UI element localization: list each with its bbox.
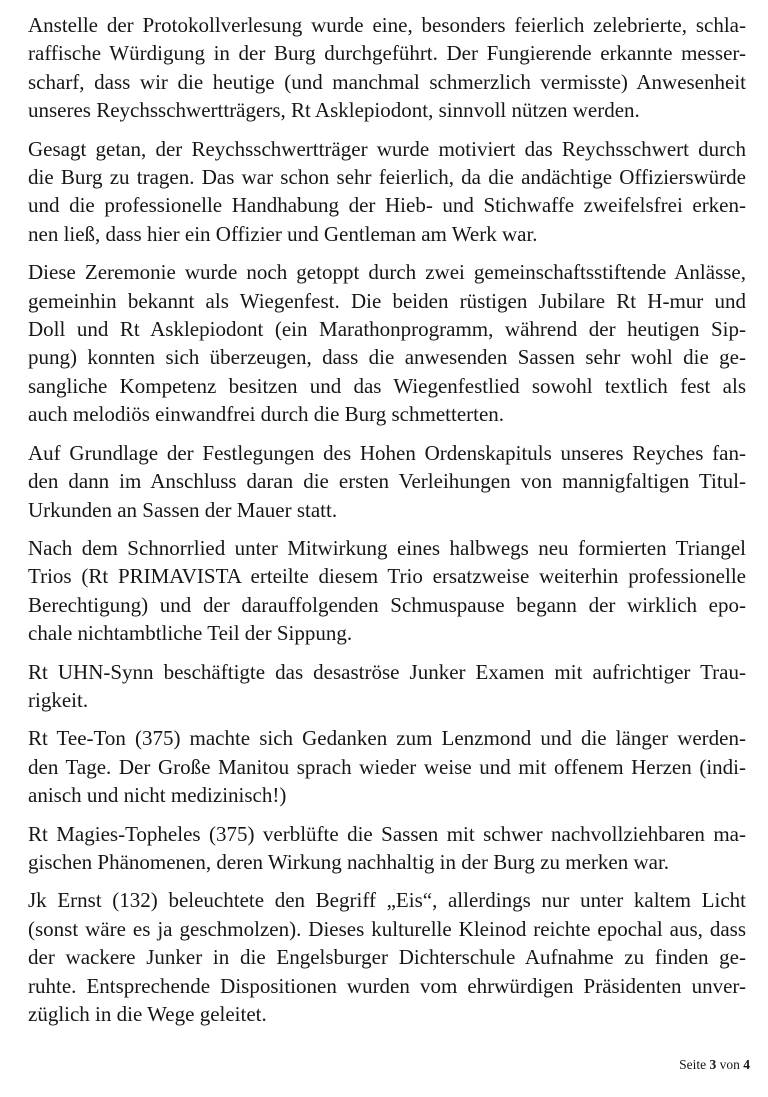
paragraph xyxy=(28,135,746,249)
text-line: Rt Tee-Ton (375) machte sich Gedanken zum Lenzmond und die länger werden- xyxy=(28,726,746,751)
text-line: gischen Phänomenen, deren Wirkung nachhaltig in der Burg zu merken war. xyxy=(28,849,670,874)
text-line: Doll und Rt Asklepiodont (ein Marathonprogramm, während der heutigen Sip- xyxy=(28,317,746,342)
paragraph xyxy=(28,886,746,1028)
text-line: Rt Magies-Topheles (375) verblüfte die Sassen mit schwer nachvollziehbaren ma- xyxy=(28,821,746,846)
text-line: Berechtigung) und der darauffolgenden Schmuspause begann der wirklich epo- xyxy=(28,592,746,617)
text-line: Urkunden an Sassen der Mauer statt. xyxy=(28,497,338,522)
paragraph xyxy=(28,439,746,524)
text-line: unseres Reychsschwertträgers, Rt Asklepiodont, sinnvoll nützen werden. xyxy=(28,98,640,123)
paragraph xyxy=(28,724,746,809)
text-line: den dann im Anschluss daran die ersten Verleihungen von mannigfaltigen Titul- xyxy=(28,469,746,494)
footer-total-pages: 4 xyxy=(743,1057,750,1072)
paragraph xyxy=(28,11,746,125)
text-line: (sonst wäre es ja geschmolzen). Dieses kulturelle Kleinod reichte epochal aus, dass xyxy=(28,916,746,941)
text-line: raffische Würdigung in der Burg durchgeführt. Der Fungierende erkannte messer- xyxy=(28,41,746,66)
paragraph xyxy=(28,534,746,648)
text-line: sangliche Kompetenz besitzen und das Wiegenfestlied sowohl textlich fest als xyxy=(28,373,746,398)
text-line: pung) konnten sich überzeugen, dass die anwesenden Sassen sehr wohl die ge- xyxy=(28,345,746,370)
footer-page-number: 3 xyxy=(709,1057,717,1072)
paragraph xyxy=(28,258,746,428)
text-line: auch melodiös einwandfrei durch die Burg schmetterten. xyxy=(28,402,505,427)
text-line: chale nichtambtliche Teil der Sippung. xyxy=(28,621,353,646)
text-line: Trios (Rt PRIMAVISTA erteilte diesem Trio ersatzweise weiterhin professionelle xyxy=(28,564,746,589)
text-line: züglich in die Wege geleitet. xyxy=(28,1002,267,1026)
text-line: Nach dem Schnorrlied unter Mitwirkung eines halbwegs neu formierten Triangel xyxy=(28,535,746,560)
document-body xyxy=(28,11,746,1038)
text-line: Jk Ernst (132) beleuchtete den Begriff „Eis“, allerdings nur unter kaltem Licht xyxy=(28,888,746,913)
text-line: die Burg zu tragen. Das war schon sehr feierlich, da die andächtige Offizierswürde xyxy=(28,165,746,190)
paragraph xyxy=(28,658,746,715)
text-line: gemeinhin bekannt als Wiegenfest. Die beiden rüstigen Jubilare Rt H-mur und xyxy=(28,288,746,313)
text-line: Gesagt getan, der Reychsschwertträger wurde motiviert das Reychsschwert durch xyxy=(28,136,746,161)
text-line: ruhte. Entsprechende Dispositionen wurden vom ehrwürdigen Präsidenten unver- xyxy=(28,973,746,998)
paragraph xyxy=(28,820,746,877)
text-line: Diese Zeremonie wurde noch getoppt durch zwei gemeinschaftsstiftende Anlässe, xyxy=(28,260,746,285)
text-line: anisch und nicht medizinisch!) xyxy=(28,783,287,808)
text-line: Auf Grundlage der Festlegungen des Hohen Ordenskapituls unseres Reyches fan- xyxy=(28,440,746,465)
text-line: der wackere Junker in die Engelsburger Dichterschule Aufnahme zu finden ge- xyxy=(28,945,746,970)
footer-page-label: Seite xyxy=(679,1057,707,1072)
text-line: rigkeit. xyxy=(28,687,89,712)
page-footer xyxy=(679,1056,750,1074)
text-line: Rt UHN-Synn beschäftigte das desaströse Junker Examen mit aufrichtiger Trau- xyxy=(28,659,746,684)
text-line: und die professionelle Handhabung der Hieb- und Stichwaffe zweifelsfrei erken- xyxy=(28,193,746,218)
text-line: nen ließ, dass hier ein Offizier und Gentleman am Werk war. xyxy=(28,221,538,246)
text-line: scharf, dass wir die heutige (und manchmal schmerzlich vermisste) Anwesenheit xyxy=(28,69,746,94)
text-line: den Tage. Der Große Manitou sprach wieder weise und mit offenem Herzen (indi- xyxy=(28,754,746,779)
text-line: Anstelle der Protokollverlesung wurde eine, besonders feierlich zelebrierte, schla- xyxy=(28,13,746,37)
footer-of-label: von xyxy=(719,1057,740,1072)
